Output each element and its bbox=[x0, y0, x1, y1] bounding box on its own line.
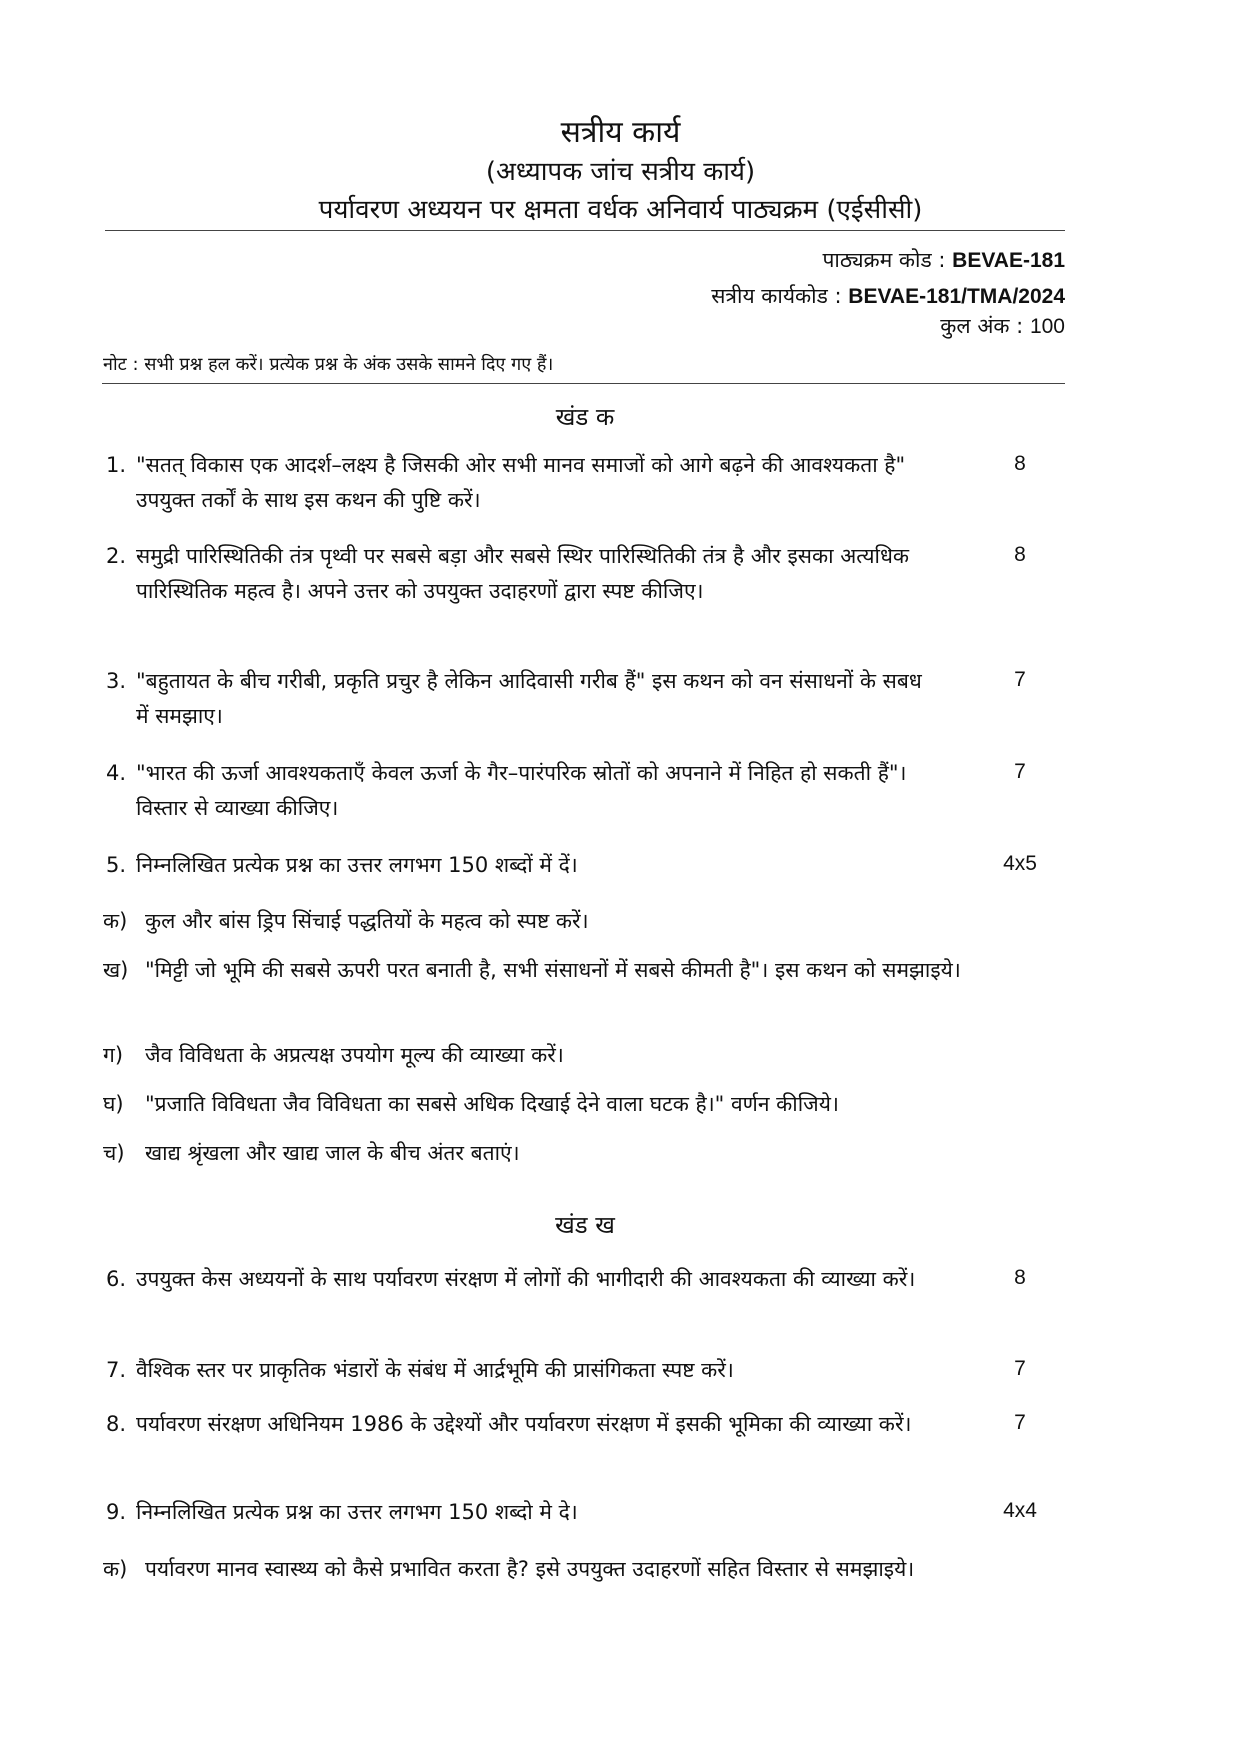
course-code-label: पाठ्यक्रम कोड : bbox=[822, 248, 946, 272]
question-number: 7. bbox=[106, 1358, 127, 1382]
question-9-marks: 4x4 bbox=[1003, 1499, 1037, 1522]
question-text: निम्नलिखित प्रत्येक प्रश्न का उत्तर लगभग 150 शब्दो मे दे। bbox=[136, 1500, 578, 1524]
question-4-marks: 7 bbox=[1014, 760, 1026, 783]
question-2-marks: 8 bbox=[1014, 543, 1026, 566]
subpart-text: खाद्य श्रृंखला और खाद्य जाल के बीच अंतर बताएं। bbox=[145, 1141, 520, 1165]
question-text: "सतत् विकास एक आदर्श–लक्ष्य है जिसकी ओर सभी मानव समाजों को आगे बढ़ने की आवश्यकता है" उपयुक्त तर्कों के साथ इस कथन की पुष्टि करें। bbox=[136, 453, 906, 512]
subpart-text: कुल और बांस ड्रिप सिंचाई पद्धतियों के महत्व को स्पष्ट करें। bbox=[145, 909, 589, 933]
page-title: सत्रीय कार्य bbox=[560, 115, 681, 150]
question-5-marks: 4x5 bbox=[1003, 852, 1037, 875]
subpart-cha bbox=[103, 1136, 1003, 1171]
course-code-line bbox=[822, 246, 1065, 274]
note-divider bbox=[102, 383, 1065, 384]
assignment-code-value: BEVAE-181/TMA/2024 bbox=[848, 285, 1065, 308]
subpart-label: घ) bbox=[103, 1092, 124, 1116]
question-text: "भारत की ऊर्जा आवश्यकताएँ केवल ऊर्जा के गैर–पारंपरिक स्रोतों को अपनाने में निहित हो सकती हैं"। विस्तार से व्याख्या कीजिए। bbox=[136, 761, 907, 820]
question-4 bbox=[106, 756, 941, 826]
question-8 bbox=[106, 1407, 941, 1442]
question-number: 4. bbox=[106, 761, 127, 785]
question-text: निम्नलिखित प्रत्येक प्रश्न का उत्तर लगभग 150 शब्दों में दें। bbox=[136, 853, 578, 877]
assignment-code-label: सत्रीय कार्यकोड : bbox=[711, 284, 842, 308]
question-text: वैश्विक स्तर पर प्राकृतिक भंडारों के संबंध में आर्द्रभूमि की प्रासंगिकता स्पष्ट करें। bbox=[136, 1358, 734, 1382]
subpart-text: "मिट्टी जो भूमि की सबसे ऊपरी परत बनाती है, सभी संसाधनों में सबसे कीमती है"। इस कथन को समझाइये। bbox=[145, 958, 961, 982]
course-title: पर्यावरण अध्ययन पर क्षमता वर्धक अनिवार्य पाठ्यक्रम (एईसीसी) bbox=[318, 195, 923, 225]
total-marks-value: 100 bbox=[1029, 315, 1065, 338]
question-7 bbox=[106, 1353, 941, 1388]
question-9 bbox=[106, 1495, 941, 1530]
question-text: समुद्री पारिस्थितिकी तंत्र पृथ्वी पर सबसे बड़ा और सबसे स्थिर पारिस्थितिकी तंत्र है और इसका अत्यधिक पारिस्थितिक महत्व है। अपने उत्तर को उपयुक्त उदाहरणों द्वारा स्पष्ट कीजिए। bbox=[136, 544, 910, 603]
question-6-marks: 8 bbox=[1014, 1266, 1026, 1289]
question-1 bbox=[106, 448, 941, 518]
subpart-kha bbox=[103, 953, 1003, 988]
subpart-gha bbox=[103, 1087, 1003, 1122]
subpart-ka bbox=[103, 904, 1003, 939]
subpart-ga bbox=[103, 1038, 1003, 1073]
subpart-9-ka bbox=[103, 1552, 1003, 1587]
total-marks-line bbox=[940, 312, 1065, 340]
instructions-note: नोट : सभी प्रश्न हल करें। प्रत्येक प्रश्न के अंक उसके सामने दिए गए हैं। bbox=[103, 354, 554, 375]
subpart-text: "प्रजाति विविधता जैव विविधता का सबसे अधिक दिखाई देने वाला घटक है।" वर्णन कीजिये। bbox=[145, 1092, 839, 1116]
question-number: 9. bbox=[106, 1500, 127, 1524]
question-3-marks: 7 bbox=[1014, 668, 1026, 691]
question-number: 8. bbox=[106, 1412, 127, 1436]
page-subtitle: (अध्यापक जांच सत्रीय कार्य) bbox=[485, 157, 756, 187]
section-b-title: खंड ख bbox=[555, 1211, 615, 1239]
question-6 bbox=[106, 1262, 941, 1297]
question-2 bbox=[106, 539, 941, 609]
subpart-text: जैव विविधता के अप्रत्यक्ष उपयोग मूल्य की व्याख्या करें। bbox=[145, 1043, 564, 1067]
question-number: 3. bbox=[106, 669, 127, 693]
section-a-title: खंड क bbox=[555, 403, 615, 431]
question-number: 1. bbox=[106, 453, 127, 477]
total-marks-label: कुल अंक : bbox=[940, 314, 1024, 338]
course-code-value: BEVAE-181 bbox=[952, 249, 1065, 272]
question-text: "बहुतायत के बीच गरीबी, प्रकृति प्रचुर है लेकिन आदिवासी गरीब हैं" इस कथन को वन संसाधनों के सबध में समझाए। bbox=[136, 669, 922, 728]
question-number: 5. bbox=[106, 853, 127, 877]
question-3 bbox=[106, 664, 941, 734]
question-1-marks: 8 bbox=[1014, 452, 1026, 475]
question-8-marks: 7 bbox=[1014, 1411, 1026, 1434]
question-number: 2. bbox=[106, 544, 127, 568]
question-text: पर्यावरण संरक्षण अधिनियम 1986 के उद्देश्यों और पर्यावरण संरक्षण में इसकी भूमिका की व्याख्या करें। bbox=[136, 1412, 912, 1436]
subpart-label: ग) bbox=[103, 1043, 124, 1067]
assignment-code-line bbox=[711, 282, 1065, 310]
question-text: उपयुक्त केस अध्ययनों के साथ पर्यावरण संरक्षण में लोगों की भागीदारी की आवश्यकता की व्याख्या करें। bbox=[136, 1267, 916, 1291]
subpart-label: क) bbox=[103, 909, 128, 933]
question-7-marks: 7 bbox=[1014, 1357, 1026, 1380]
subpart-label: क) bbox=[103, 1557, 128, 1581]
subpart-label: च) bbox=[103, 1141, 125, 1165]
question-number: 6. bbox=[106, 1267, 127, 1291]
header-divider bbox=[105, 230, 1065, 231]
subpart-label: ख) bbox=[103, 958, 129, 982]
subpart-text: पर्यावरण मानव स्वास्थ्य को कैसे प्रभावित करता है? इसे उपयुक्त उदाहरणों सहित विस्तार से समझाइये। bbox=[145, 1557, 915, 1581]
question-5 bbox=[106, 848, 941, 883]
